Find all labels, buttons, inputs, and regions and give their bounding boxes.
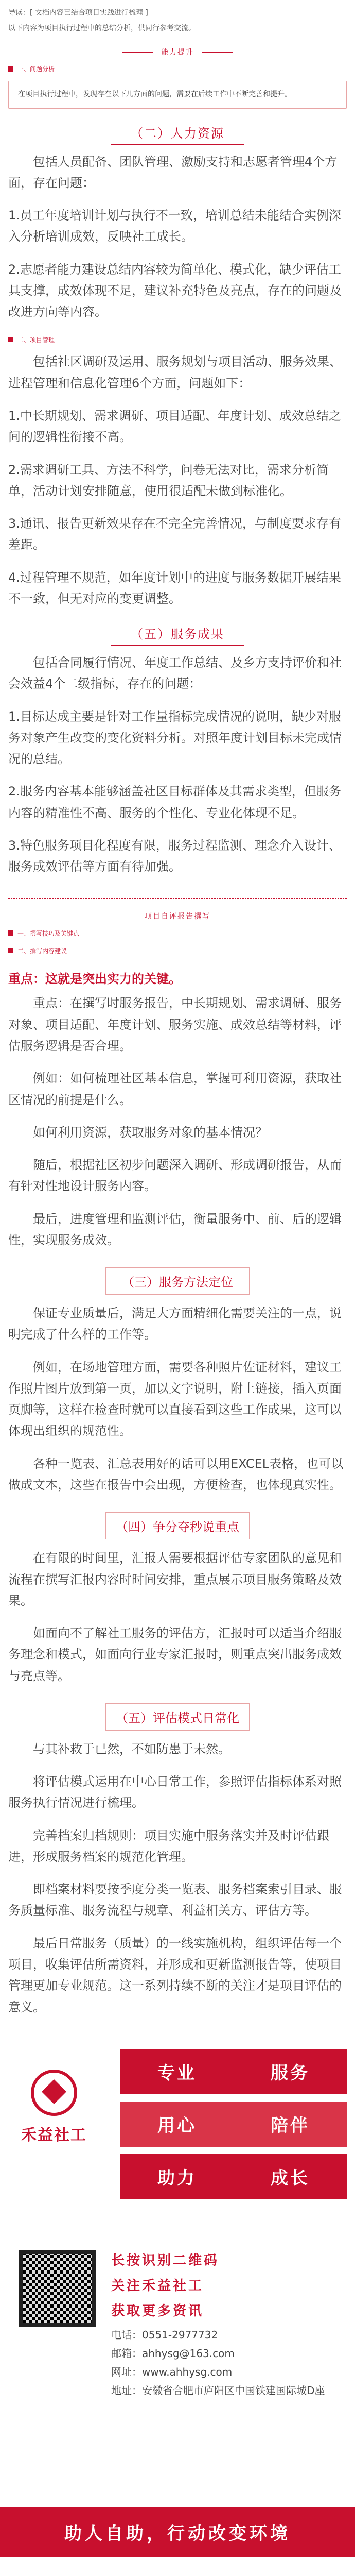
intro-section [0, 0, 355, 35]
paragraph: 最后，进度管理和监测评估，衡量服务中、前、后的逻辑性，实现服务成效。 [8, 1211, 342, 1247]
qr-code-icon[interactable] [19, 2250, 96, 2327]
paragraph: 4.过程管理不规范，如年度计划中的进度与服务数据开展结果不一致，但无对应的变更调整。 [8, 570, 341, 606]
intro-line: 以下内容为项目执行过程中的总结分析，供同行参考交流。 [8, 24, 196, 33]
paragraph: 将评估模式运用在中心日常工作，参照评估指标体系对照服务执行情况进行梳理。 [8, 1774, 342, 1810]
banner-mark-icon [8, 930, 13, 936]
paragraph: 随后，根据社区初步问题深入调研、形成调研报告，从而有针对性地设计服务内容。 [8, 1158, 342, 1194]
step-heading: （三）服务方法定位 [105, 1267, 250, 1295]
slogan-word: 服务 [271, 2063, 310, 2084]
section-heading: （二）人力资源 [111, 123, 244, 145]
dashed-divider [8, 898, 347, 899]
paragraph: 即档案材料要按季度分类一览表、服务档案索引目录、服务质量标准、服务流程与规章、利益相关方、评估方等。 [8, 1882, 342, 1918]
bottom-slogan-bar: 助人自助，行动改变环境 [0, 2507, 355, 2557]
divider-line [202, 52, 233, 53]
contact-slogan: 关注禾益社工 [111, 2278, 204, 2294]
section-heading: （五）服务成果 [111, 624, 244, 646]
banner-mark-icon [8, 948, 13, 953]
paragraph: 如何利用资源，获取服务对象的基本情况？ [33, 1125, 268, 1140]
slogan-stack [120, 2049, 347, 2207]
slogan-row [120, 2102, 347, 2147]
contact-address: 地址：安徽省合肥市庐阳区中国铁建国际城D座 [111, 2384, 325, 2397]
paragraph: 1.员工年度培训计划与执行不一致，培训总结未能结合实例深入分析培训成效，反映社工成长。 [8, 208, 341, 244]
contact-phone: 电话：0551-2977732 [111, 2328, 218, 2341]
sub-section-banner [8, 945, 347, 956]
paragraph: 例如：如何梳理社区基本信息，掌握可利用资源，获取社区情况的前提是什么。 [8, 1071, 342, 1107]
brand-banner [0, 2039, 355, 2224]
paragraph: 保证专业质量后，满足大方面精细化需要关注的一点，说明完成了什么样的工作等。 [8, 1306, 342, 1342]
section-divider-title [0, 911, 355, 921]
divider-label: 能力提升 [161, 48, 194, 57]
paragraph: 1.中长期规划、需求调研、项目适配、年度计划、成效总结之间的逻辑性衔接不高。 [8, 408, 341, 445]
banner-mark-icon [8, 66, 13, 72]
paragraph: 在有限的时间里，汇报人需要根据评估专家团队的意见和流程在撰写汇报内容时时间安排，重点展示项目服务策略及效果。 [8, 1551, 342, 1608]
divider-line [122, 52, 153, 53]
banner-label: 二、撰写内容建议 [17, 947, 67, 955]
banner-label: 一、撰写技巧及关键点 [17, 929, 80, 937]
slogan-word: 陪伴 [271, 2115, 310, 2137]
slogan-row [120, 2049, 347, 2094]
paragraph: 重点：在撰写时服务报告，中长期规划、需求调研、服务对象、项目适配、年度计划、服务实施、成效总结等材料，评估服务逻辑是否合理。 [8, 996, 342, 1054]
contact-block [8, 2240, 347, 2507]
paragraph: 例如，在场地管理方面，需要各种照片佐证材料，建议工作照片图片放到第一页，加以文字说明，附上链接，插入页面页脚等，这样在检查时就可以直接看到这些工作成果，这可以体现出组织的规范性。 [8, 1360, 342, 1438]
brand-block [10, 2070, 98, 2145]
paragraph: 2.服务内容基本能够涵盖社区目标群体及其需求类型，但服务内容的精准性不高、服务的个性化、专业化体现不足。 [8, 784, 341, 820]
section-divider-title [0, 47, 355, 57]
contact-email: 邮箱：ahhysg@163.com [111, 2347, 235, 2360]
paragraph: 包括社区调研及运用、服务规划与项目活动、服务效果、进程管理和信息化管理6个方面，问题如下： [8, 354, 342, 391]
brand-name: 禾益社工 [21, 2126, 87, 2144]
slogan-word: 用心 [157, 2115, 197, 2137]
sub-section-banner [8, 927, 347, 939]
paragraph: 各种一览表、汇总表用好的话可以用EXCEL表格，也可以做成文本，这些在报告中会出现，方便检查，也体现真实性。 [8, 1456, 344, 1492]
step-heading: （四）争分夺秒说重点 [105, 1512, 250, 1539]
brand-logo-icon [31, 2070, 77, 2116]
banner-label: 二、项目管理 [17, 336, 55, 344]
contact-slogan: 获取更多资讯 [111, 2303, 204, 2319]
paragraph: 包括人员配备、团队管理、激励支持和志愿者管理4个方面，存在问题： [8, 154, 338, 190]
sub-section-banner [8, 334, 347, 345]
paragraph: 2.需求调研工具、方法不科学，问卷无法对比，需求分析简单，活动计划安排随意，使用很适配未做到标准化。 [8, 462, 329, 498]
quote-box: 在项目执行过程中，发现存在以下几方面的问题，需要在后续工作中不断完善和提升。 [8, 81, 347, 109]
step-heading: （五）评估模式日常化 [105, 1703, 250, 1731]
slogan-row [120, 2154, 347, 2199]
paragraph: 最后日常服务（质量）的一线实施机构，组织评估每一个项目，收集评估所需资料，并形成和更新监测报告等，使项目管理更加专业规范。这一系列持续不断的关注才是项目评估的意义。 [8, 1936, 342, 2014]
highlight-tag: 重点：这就是突出实力的关键。 [8, 972, 181, 987]
paragraph: 如面向不了解社工服务的评估方，汇报时可以适当介绍服务理念和模式，如面向行业专家汇报时，则重点突出服务成效与亮点等。 [8, 1626, 342, 1683]
paragraph: 2.志愿者能力建设总结内容较为简单化、模式化，缺少评估工具支撑，成效体现不足，建议补充特色及亮点，存在的问题及改进方向等内容。 [8, 262, 342, 319]
contact-slogan: 长按识别二维码 [111, 2252, 220, 2268]
banner-mark-icon [8, 337, 13, 342]
paragraph: 完善档案归档规则：项目实施中服务落实并及时评估跟进，形成服务档案的规范化管理。 [8, 1828, 329, 1864]
paragraph: 包括合同履行情况、年度工作总结、及乡方支持评价和社会效益4个二级指标，存在的问题： [8, 655, 342, 691]
sub-section-banner [8, 63, 347, 75]
paragraph: 3.特色服务项目化程度有限，服务过程监测、理念介入设计、服务成效评估等方面有待加强。 [8, 838, 341, 874]
slogan-word: 助力 [157, 2168, 197, 2189]
paragraph: 3.通讯、报告更新效果存在不完全完善情况，与制度要求存有差距。 [8, 516, 341, 552]
divider-label: 项目自评报告撰写 [145, 912, 210, 921]
intro-line: 导读：[ 文档内容已结合项目实践进行梳理 ] [8, 9, 148, 17]
paragraph: 1.目标达成主要是针对工作量指标完成情况的说明，缺少对服务对象产生改变的变化资料分析。对照年度计划目标未完成情况的总结。 [8, 709, 342, 767]
slogan-word: 专业 [157, 2063, 197, 2084]
contact-lines [111, 2250, 347, 2400]
banner-label: 一、问题分析 [17, 65, 55, 73]
slogan-word: 成长 [271, 2168, 310, 2189]
paragraph: 与其补救于已然，不如防患于未然。 [33, 1741, 230, 1756]
contact-site[interactable]: 网址：www.ahhysg.com [111, 2365, 233, 2378]
